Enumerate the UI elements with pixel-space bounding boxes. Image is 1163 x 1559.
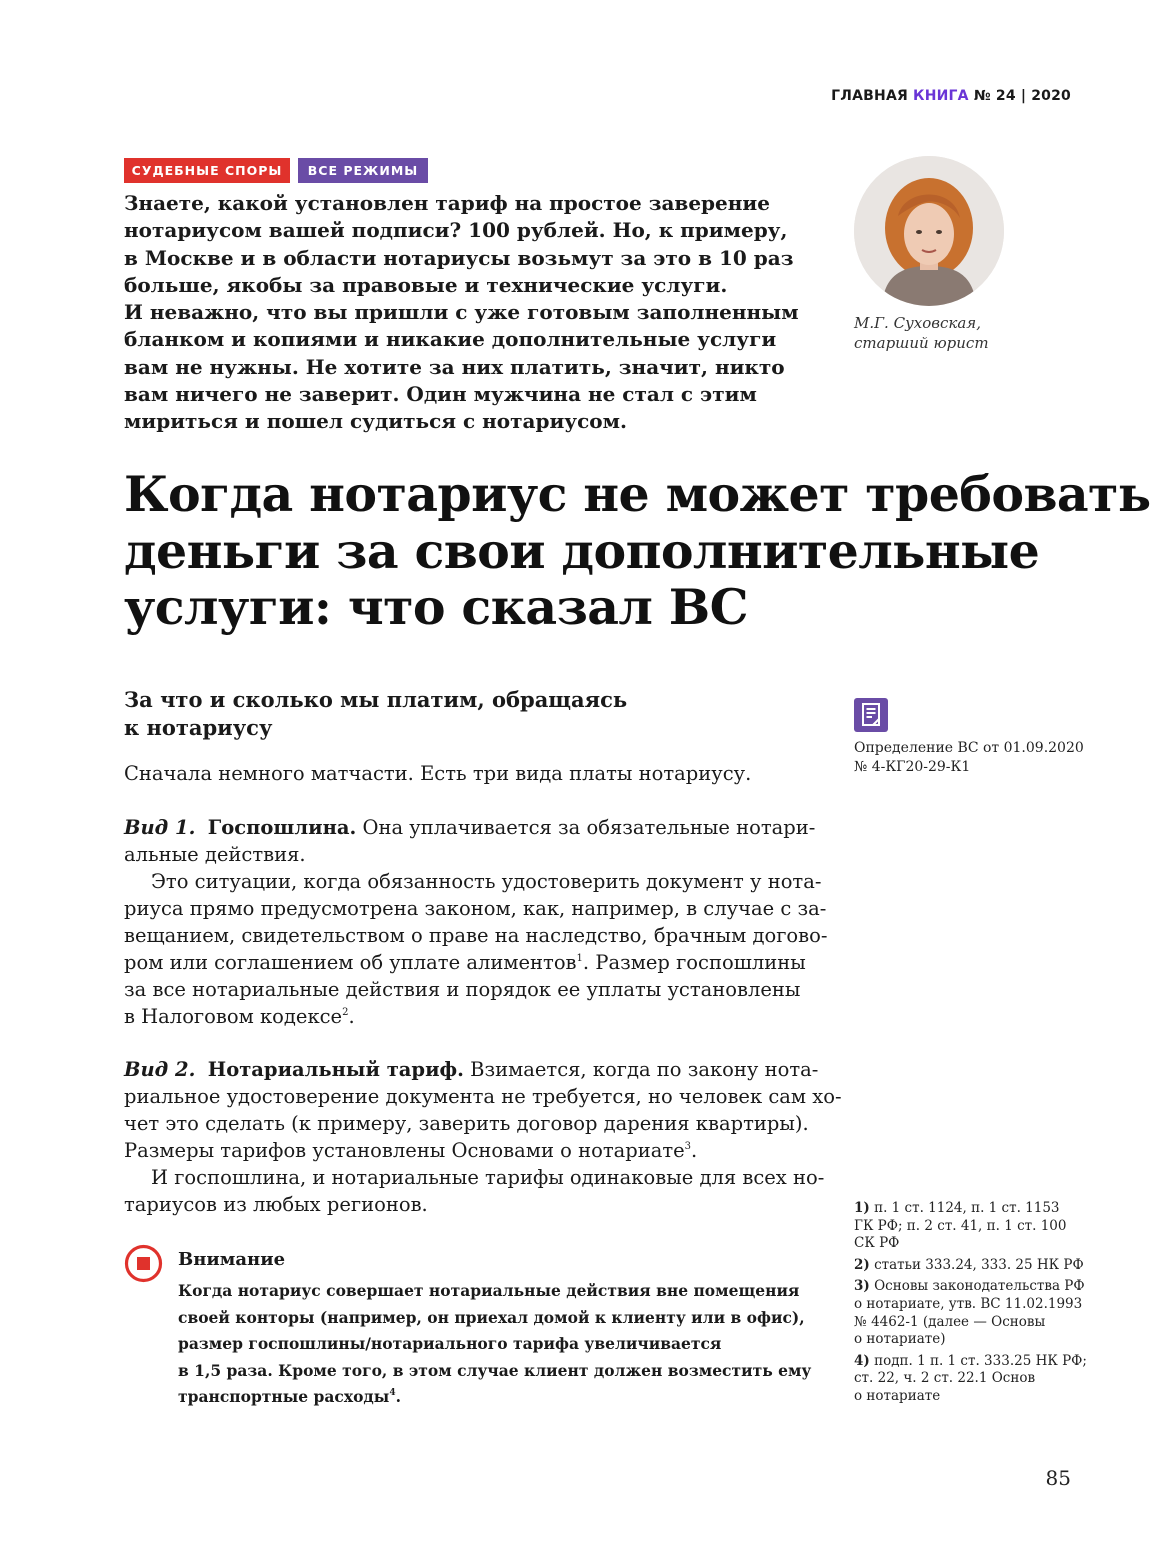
author-role: старший юрист	[854, 334, 989, 352]
body-line: .	[348, 1005, 355, 1028]
lead-line: вам не нужны. Не хотите за них платить, значит, никто	[124, 354, 785, 379]
attention-line: Когда нотариус совершает нотариальные действия вне помещения	[178, 1281, 800, 1300]
body-line: за все нотариальные действия и порядок ее уплаты установлены	[124, 978, 801, 1001]
footnote-text: о нотариате)	[854, 1331, 946, 1348]
tag-all-regimes[interactable]: ВСЕ РЕЖИМЫ	[298, 158, 428, 183]
section-heading-line: к нотариусу	[124, 715, 273, 740]
brand-main: ГЛАВНАЯ	[831, 88, 908, 104]
title-line: деньги за свои дополнительные	[124, 521, 1040, 580]
type1-details-paragraph	[124, 868, 828, 1030]
footnote-number: 4)	[854, 1352, 870, 1369]
author-caption	[854, 313, 989, 353]
author-name: М.Г. Суховская,	[854, 314, 981, 332]
lead-paragraph	[124, 190, 804, 436]
lead-line: нотариусом вашей подписи? 100 рублей. Но, к примеру,	[124, 218, 788, 243]
type2-label: Вид 2.	[124, 1058, 196, 1081]
body-line: тариусов из любых регионов.	[124, 1193, 428, 1216]
body-line: .	[691, 1139, 698, 1162]
footnote-text: Основы законодательства РФ	[874, 1278, 1085, 1295]
section-heading-line: За что и сколько мы платим, обращаясь	[124, 687, 628, 712]
attention-text	[178, 1278, 811, 1411]
attention-line: .	[395, 1387, 401, 1406]
type2-paragraph	[124, 1056, 842, 1164]
footnote-text: о нотариате	[854, 1387, 941, 1404]
intro-paragraph	[124, 760, 804, 787]
body-line: . Размер госпошлины	[582, 951, 806, 974]
footnote-text: СК РФ	[854, 1235, 900, 1252]
footnote-ref[interactable]: 2	[342, 1007, 349, 1018]
attention-line: в 1,5 раза. Кроме того, в этом случае клиент должен возместить ему	[178, 1360, 812, 1380]
type2-details-paragraph	[124, 1164, 825, 1218]
lead-line: И неважно, что вы пришли с уже готовым заполненным	[124, 300, 799, 325]
type1-text: альные действия.	[124, 843, 306, 866]
section-heading	[124, 686, 627, 742]
title-line: услуги: что сказал ВС	[124, 578, 749, 636]
footnote-text: п. 1 ст. 1124, п. 1 ст. 1153	[874, 1200, 1060, 1216]
attention-line: транспортные расходы	[178, 1387, 390, 1406]
masthead	[831, 88, 1071, 104]
footnote-text: ГК РФ; п. 2 ст. 41, п. 1 ст. 100	[854, 1217, 1067, 1234]
ruling-line: № 4-КГ20-29-К1	[854, 759, 971, 775]
court-ruling-reference	[854, 739, 1084, 777]
footnote-text: № 4462-1 (далее — Основы	[854, 1313, 1046, 1330]
body-line: Это ситуации, когда обязанность удостоверить документ у нота-	[151, 870, 822, 893]
page-number: 85	[1045, 1466, 1071, 1490]
lead-line: Знаете, какой установлен тариф на простое заверение	[124, 191, 770, 215]
body-line: вещанием, свидетельством о праве на наследство, брачным догово-	[124, 924, 828, 947]
type2-term: Нотариальный тариф.	[207, 1058, 464, 1081]
body-line: И госпошлина, и нотариальные тарифы одинаковые для всех но-	[151, 1166, 825, 1189]
intro-text: Сначала немного матчасти. Есть три вида платы нотариусу.	[124, 762, 752, 785]
author-portrait-icon	[854, 156, 1004, 306]
footnote	[854, 1278, 1094, 1348]
body-line: чет это сделать (к примеру, заверить договор дарения квартиры).	[124, 1112, 809, 1135]
lead-line: мириться и пошел судиться с нотариусом.	[124, 409, 627, 434]
footnote-number: 3)	[854, 1278, 870, 1295]
footnote-number: 2)	[854, 1256, 870, 1273]
footnote-number: 1)	[854, 1200, 870, 1216]
attention-icon	[124, 1244, 163, 1283]
type1-text: Она уплачивается за обязательные нотари-	[362, 816, 816, 839]
footnote	[854, 1200, 1094, 1253]
article-title	[124, 465, 1151, 636]
body-line: ром или соглашением об уплате алиментов	[124, 951, 577, 974]
lead-line: бланком и копиями и никакие дополнительные услуги	[124, 327, 777, 352]
type1-term: Госпошлина.	[207, 816, 357, 839]
footnote-text: ст. 22, ч. 2 ст. 22.1 Основ	[854, 1370, 1036, 1387]
footnote-text: о нотариате, утв. ВС 11.02.1993	[854, 1295, 1083, 1312]
tag-court-disputes[interactable]: СУДЕБНЫЕ СПОРЫ	[124, 158, 290, 183]
type2-text: Взимается, когда по закону нота-	[470, 1058, 819, 1081]
footnote	[854, 1353, 1094, 1406]
author-photo	[854, 156, 1004, 306]
lead-line: больше, якобы за правовые и технические услуги.	[124, 272, 728, 297]
attention-heading: Внимание	[178, 1249, 286, 1270]
footnote-ref[interactable]: 3	[684, 1141, 692, 1152]
lead-line: вам ничего не заверит. Один мужчина не стал с этим	[124, 382, 757, 407]
footnote-text: статьи 333.24, 333. 25 НК РФ	[874, 1256, 1084, 1273]
body-line: риальное удостоверение документа не требуется, но человек сам хо-	[124, 1085, 842, 1108]
footnote-text: подп. 1 п. 1 ст. 333.25 НК РФ;	[874, 1352, 1087, 1369]
footnotes	[854, 1200, 1094, 1410]
footnote-ref[interactable]: 4	[389, 1388, 396, 1398]
body-line: Размеры тарифов установлены Основами о нотариате	[124, 1139, 685, 1162]
attention-line: размер госпошлины/нотариального тарифа увеличивается	[178, 1334, 722, 1353]
ruling-line: Определение ВС от 01.09.2020	[854, 740, 1084, 756]
type1-paragraph	[124, 814, 816, 868]
body-line: в Налоговом кодексе	[124, 1005, 343, 1028]
footnote-ref[interactable]: 1	[576, 953, 583, 964]
lead-line: в Москве и в области нотариусы возьмут за это в 10 раз	[124, 245, 794, 270]
issue-number: № 24 | 2020	[973, 88, 1071, 104]
footnote	[854, 1257, 1094, 1275]
type1-label: Вид 1.	[124, 816, 196, 839]
brand-accent: КНИГА	[913, 88, 969, 104]
attention-line: своей конторы (например, он приехал домой к клиенту или в офис),	[178, 1307, 805, 1327]
title-line: Когда нотариус не может требовать	[124, 465, 1151, 523]
document-icon	[854, 698, 888, 732]
body-line: риуса прямо предусмотрена законом, как, например, в случае с за-	[124, 897, 827, 920]
